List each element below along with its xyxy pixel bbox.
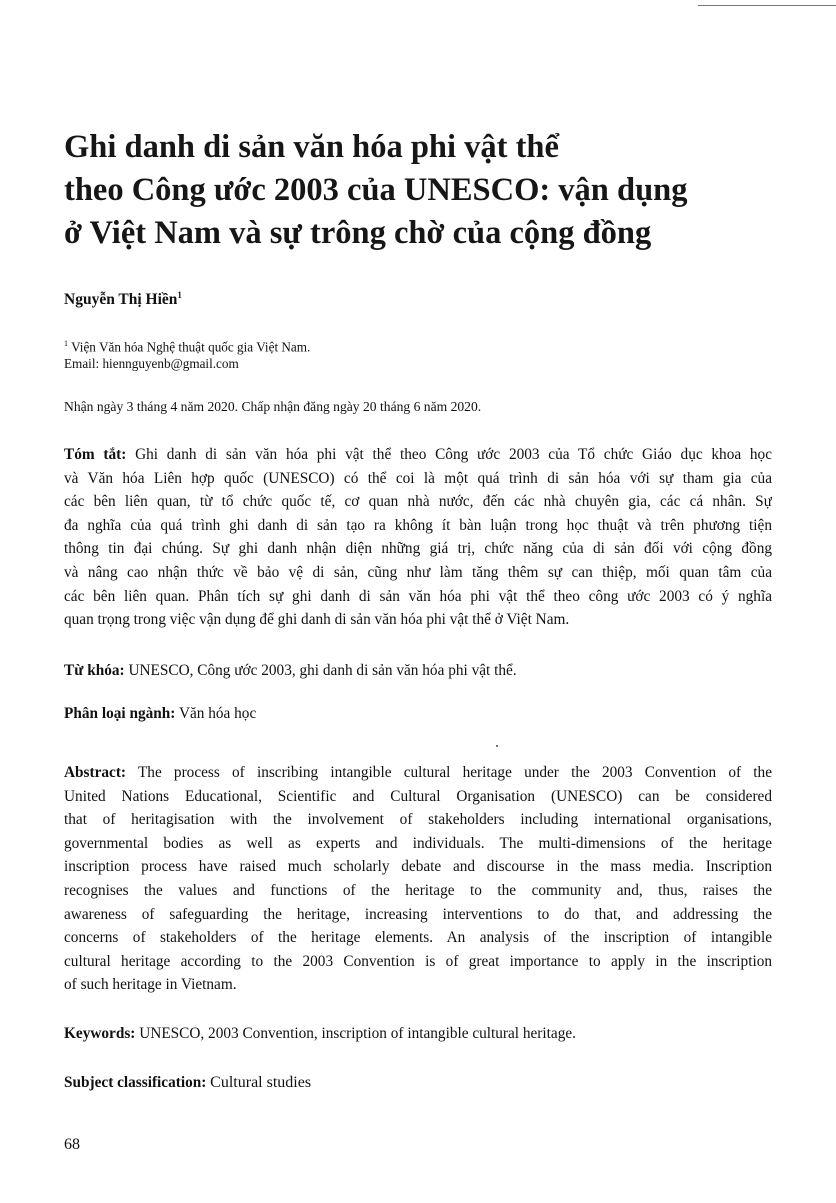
line-text: cultural heritage according to the 2003 Convention is of great importance to apply in the inscription (64, 952, 772, 970)
author-email: Email: hiennguyenb@gmail.com (64, 356, 239, 372)
line-text: concerns of stakeholders of the heritage elements. An analysis of the inscription of intangible (64, 929, 772, 947)
author-marker: 1 (177, 290, 182, 300)
title-line: theo Công ước 2003 của UNESCO: vận dụng (64, 172, 688, 208)
abstract-label: Tóm tắt: (64, 446, 127, 463)
abstract-label: Abstract: (64, 764, 127, 781)
paragraph-line (64, 785, 772, 809)
paragraph-line (64, 950, 772, 974)
paragraph-line (64, 514, 772, 538)
affiliation (64, 335, 310, 372)
author-name: Nguyễn Thị Hiền (64, 291, 178, 309)
keywords-value: UNESCO, 2003 Convention, inscription of intangible cultural heritage. (139, 1025, 576, 1042)
abstract-vietnamese (64, 443, 772, 632)
header-rule (698, 5, 836, 6)
title-line: ở Việt Nam và sự trông chờ của cộng đồng (64, 215, 652, 251)
paragraph-line (64, 832, 772, 856)
classification-vietnamese (64, 705, 256, 723)
line-text: các bên liên quan. Phân tích sự ghi danh di sản văn hóa phi vật thể theo công ước 2003 có ý nghĩa (64, 587, 772, 605)
classification-value: Cultural studies (210, 1074, 312, 1091)
line-text: of such heritage in Vietnam. (64, 976, 237, 994)
keywords-label: Từ khóa: (64, 662, 125, 679)
keywords-english (64, 1025, 576, 1043)
classification-label: Phân loại ngành: (64, 705, 176, 722)
affiliation-marker: 1 (64, 339, 68, 348)
paragraph-line (64, 973, 772, 997)
classification-value: Văn hóa học (178, 705, 257, 722)
line-text: và nâng cao nhận thức về bảo vệ di sản, cũng như làm tăng thêm sự can thiệp, mối quan tâm của (64, 563, 772, 581)
paragraph-line (64, 903, 772, 927)
author (64, 290, 182, 309)
line-text: governmental bodies as well as experts and individuals. The multi-dimensions of the heritage (64, 834, 772, 852)
paragraph-line (64, 808, 772, 832)
line-text: quan trọng trong việc vận dụng để ghi danh di sản văn hóa phi vật thể ở Việt Nam. (64, 611, 570, 629)
line-text: và Văn hóa Liên hợp quốc (UNESCO) có thể coi là một quá trình di sản hóa với sự tham gia của (64, 469, 772, 487)
paragraph-line (64, 585, 772, 609)
stray-dot (496, 745, 498, 747)
keywords-value: UNESCO, Công ước 2003, ghi danh di sản văn hóa phi vật thể. (128, 662, 517, 679)
line-text: Ghi danh di sản văn hóa phi vật thể theo Công ước 2003 của Tổ chức Giáo dục khoa học (135, 446, 772, 463)
paragraph-line (64, 467, 772, 491)
line-text: United Nations Educational, Scientific and Cultural Organisation (UNESCO) can be considered (64, 787, 772, 805)
paragraph-line (64, 761, 772, 785)
abstract-english (64, 761, 772, 997)
line-text: các bên liên quan, từ tổ chức quốc tế, cơ quan nhà nước, đến các nhà chuyên gia, các cá nhân. Sự (64, 493, 772, 511)
line-text: awareness of safeguarding the heritage, increasing interventions to do that, and addressing the (64, 905, 772, 923)
paragraph-line (64, 879, 772, 903)
line-text: The process of inscribing intangible cultural heritage under the 2003 Convention of the (137, 764, 772, 781)
line-text: inscription process have raised much scholarly debate and discourse in the mass media. Inscription (64, 858, 772, 876)
paragraph-line (64, 855, 772, 879)
paragraph-line (64, 490, 772, 514)
article-title (64, 126, 687, 255)
keywords-vietnamese (64, 662, 517, 680)
paragraph-line (64, 561, 772, 585)
classification-english (64, 1074, 311, 1092)
line-text: recognises the values and functions of the heritage to the community and, thus, raises the (64, 881, 772, 899)
paragraph-line (64, 926, 772, 950)
title-line: Ghi danh di sản văn hóa phi vật thể (64, 129, 559, 165)
keywords-label: Keywords: (64, 1025, 136, 1042)
received-dates: Nhận ngày 3 tháng 4 năm 2020. Chấp nhận đăng ngày 20 tháng 6 năm 2020. (64, 399, 482, 414)
line-text: thông tin đại chúng. Sự ghi danh nhận diện những giá trị, chức năng của di sản đối với cộng đồng (64, 540, 772, 558)
affiliation-institute: Viện Văn hóa Nghệ thuật quốc gia Việt Nam. (71, 339, 311, 355)
paragraph-line (64, 608, 772, 632)
line-text: that of heritagisation with the involvement of stakeholders including international organisations, (64, 811, 772, 829)
paragraph-line (64, 443, 772, 467)
classification-label: Subject classification: (64, 1074, 207, 1091)
page-number: 68 (64, 1136, 80, 1153)
line-text: đa nghĩa của quá trình ghi danh di sản tạo ra không ít bàn luận trong học thuật và trên phương tiện (64, 516, 772, 534)
paragraph-line (64, 537, 772, 561)
